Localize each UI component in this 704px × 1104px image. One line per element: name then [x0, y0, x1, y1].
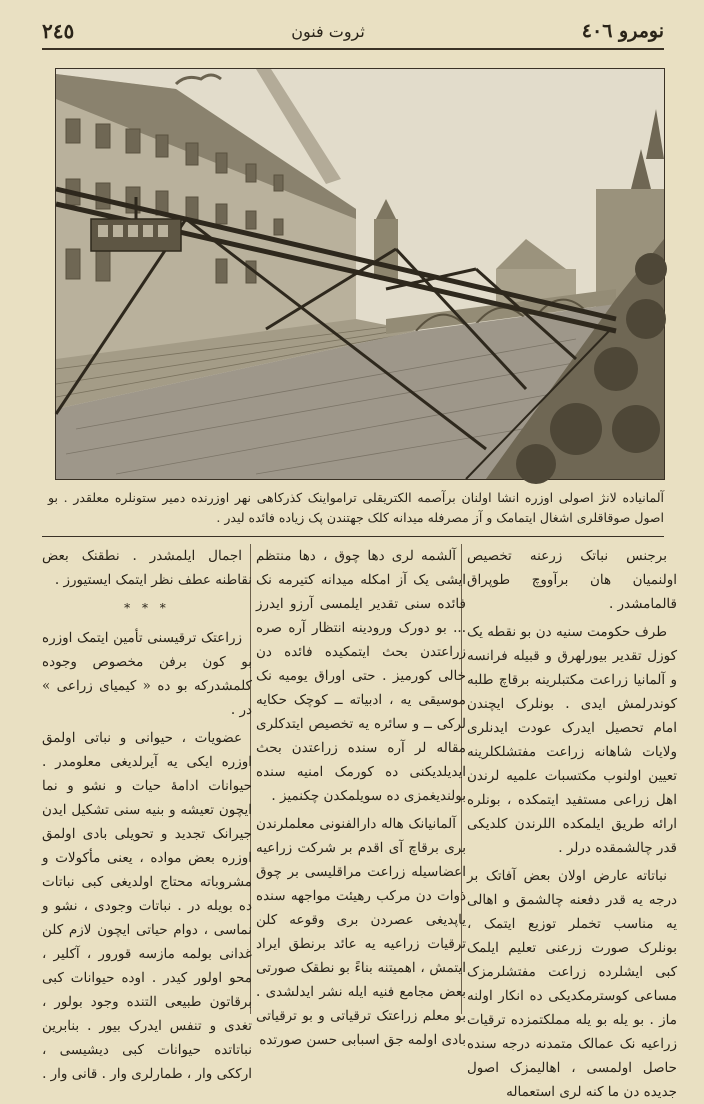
paragraph: برجنس نباتک زرعنه تخصیص اولنمیان هان برآووچ طوپراق قالمامشدر .	[467, 548, 677, 612]
paragraph: آلشمه لری دها چوق ، دها منتظم ایشی یک آز امکله میدانه کتیرمه نک فائده سنی تقدیر ایلمسی آرزو ایدرز ... بو دورک ورودینه انتظار آره صره زراعتدن بحث ایتمکیده فائده دن خالی کورمیز . حتی اوراق یومیه نک موسیقی یه ، ادبیاته ــ کوچک حکایه لرکی ــ و سائره یه تخصیص ایتدکلری مقاله لر آره سنده زراعتدن بحث ایدیلدیکنی ده کورمک امنیه سنده بولندیغمزی ده سویلمکدن چکنمیز .	[256, 548, 466, 804]
paragraph: نباتاته عارض اولان بعض آفاتک بر درجه یه قدر دفعنه چالشمق و اهالی یه مناسب تخملر توزیع ایتمک ، بونلرک صورت زرعنی تعلیم ایلمک کبی ایشلرده زراعت مفتشلرمزک مساعی کوسترمکدیکی ده انکار اولنه ماز . بو یله بو یله مملکتمزده ترقیات زراعیه نک عمالک متمدنه درجه سنده حاصل اولمسی ، اهالیمزک اصول جدیده دن ما کنه لری استعماله	[467, 868, 677, 1100]
page-number: ٢٤٥	[42, 19, 75, 43]
section-separator: * * *	[124, 601, 170, 615]
issue-number: نومرو ٤٠٦	[581, 20, 664, 42]
figure-caption: آلمانياده لانژ اصولی اوزره انشا اولنان برآصمه الکتریقلی ترامواینک کذرکاهی نهر اوزرنده دمیر ستونلره معلقدر . بو اصول صوقاقلری اشغال ایتمامک و آز مصرفله میدانه کلک جهتندن پک زیاده فائده لیدر .	[48, 490, 664, 525]
suspension-railway-engraving	[56, 69, 664, 479]
text-column-left	[42, 544, 252, 1082]
caption-divider	[42, 536, 664, 537]
paragraph: اجمال ایلمشدر . نطقنک بعض نقاطنه عطف نظر ایتمک ایستیورز .	[42, 548, 252, 588]
paragraph: طرف حکومت سنیه دن بو نقطه یک کوزل تقدیر بیورلهرق و قبیله فرانسه و آلمانیا زراعت مکتبلرینه برقاچ طلبه کوندرلمش ایدی . بونلرک ایچندن امام تحصیل ایدرک عودت ایدنلری ولایات شاهانه زراعت مفتشلکلرینه تعیین اولنوب مکتسبات علمیه لرندن اهل زراعی مستفید ایتمکده ، بونلره ارائه طریق ایلمکده اللرندن کلدیکی قدر چالشمقده درلر .	[467, 624, 677, 856]
journal-title: ثروت فنون	[291, 21, 365, 41]
engraving-illustration	[55, 68, 665, 480]
paragraph: عضویات ، حیوانی و نباتی اولمق اوزره ایکی یه آیرلدیغی معلومدر . حیوانات ادامهٔ حیات و نشو و نما ایچون تعیشه و بنیه سنی تشکیل ایدن جیرانک تجدید و تحویلی بادی اولمق اوزره بعض مواده ، یعنی مأکولات و مشروباته محتاج اولدیغی کبی نباتات ده بویله در . نباتات وجودی ، نشو و نماسی ، دوام حیاتی ایچون لازم کلن غدانی بولمه مازسه قورور ، آکلیر ، محو اولور کیدر . اوده حیوانات کبی برقاتون طبیعی التنده وجود بولور ، تغدی و تنفس ایدرک بیور . بنابرین نباتاتده حیوانات کبی دیشیسی ، ارککی وار ، طمارلری وار . قانی وار .	[42, 730, 252, 1082]
paragraph: آلمانیانک هاله دارالفنونی معلملرندن بری برقاچ آی اقدم بر شرکت زراعیه اعضاسیله زراعت مراقلیسی بر چوق ذوات دن مرکب رهیئت مواجهه سنده یاپدیغی عصردن بری وقوعه کلن ترقیات زراعیه یه عائد برنطق ایراد ایتمش ، اهمیتنه بناءً بو نطقک صورتی بعض مجامع فنیه ایله نشر ایدلشدی . بو معلم زراعتک ترقیاتی و بو ترقیاتی بادی اولمه جق اسبابی حسن صورتده	[256, 816, 466, 1048]
text-column-right	[467, 544, 677, 1100]
text-column-middle	[256, 544, 466, 1048]
paragraph: زراعتک ترقیسنی تأمین ایتمک اوزره بو کون برفن مخصوص وجوده کلمشدرکه بو ده « کیمیای زراعی » در .	[42, 630, 252, 718]
page-header	[42, 14, 664, 50]
